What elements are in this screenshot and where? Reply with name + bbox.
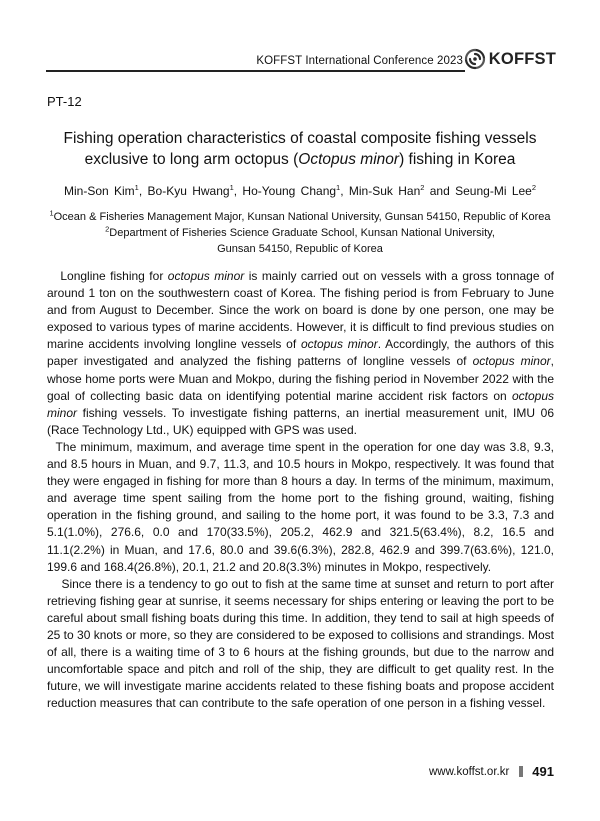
page-number: 491 bbox=[532, 764, 554, 779]
author: Bo-Kyu Hwang$^1$, bbox=[147, 183, 243, 198]
title-line-1: Fishing operation characteristics of coastal composite fishing vessels bbox=[63, 130, 537, 147]
text-run: fishing vessels. To investigate fishing patterns, an inertial measurement unit, IMU 06 (Race Technology Ltd., UK) equipped with GPS was used. bbox=[47, 405, 554, 437]
title-line-2-end: ) fishing in Korea bbox=[399, 151, 516, 168]
author: Min-Son Kim$^1$, bbox=[63, 183, 148, 198]
footer-divider bbox=[519, 766, 523, 777]
page-footer bbox=[429, 764, 554, 779]
species-term: octopus minor bbox=[167, 269, 245, 283]
koffst-spiral-icon bbox=[464, 48, 486, 70]
header-rule bbox=[46, 70, 465, 72]
species-term: octopus minor bbox=[472, 354, 551, 369]
species-term: octopus minor bbox=[300, 337, 378, 352]
author: Seung-Mi Lee$^2$ bbox=[455, 183, 537, 198]
author-list bbox=[46, 184, 554, 198]
paper-code: PT-12 bbox=[47, 94, 82, 109]
footer-url: www.koffst.or.kr bbox=[428, 765, 510, 778]
page-header bbox=[46, 44, 556, 74]
text-run: is mainly carried out on vessels with a gross tonnage of around 1 ton on the southwestern coast of Korea. The fishing period is from February to June and from August to December. Since the work on board is done by one person, one may be exposed to various types of marine accidents. However, it is difficult to find previous studies on marine accidents involving longline vessels of bbox=[47, 269, 554, 352]
affiliations bbox=[46, 209, 554, 257]
paragraph-1 bbox=[47, 268, 554, 439]
paragraph-3: Since there is a tendency to go out to fish at the same time at sunset and return to port after retrieving fishing gear at sunrise, it seems necessary for ships entering or leaving the port to be careful about small fishing boats during this time. In addition, they tend to sail at high speeds of 25 to 30 knots or more, so they are considered to be exposed to collisions and strandings. Most of all, there is a waiting time of 3 to 6 hours at the fishing grounds, but due to the narrow and uncomfortable space and pitch and roll of the ship, they are difficult to get quality rest. In the future, we will investigate marine accidents related to these fishing boats and propose accident reduction measures that can contribute to the safe operation of one person in a fishing vessel. bbox=[47, 576, 554, 711]
text-run: Longline fishing for bbox=[47, 269, 168, 283]
species-term: octopus minor bbox=[47, 388, 554, 420]
conference-name: KOFFST International Conference 2023 bbox=[256, 55, 463, 67]
affiliation-1: $^1$Ocean & Fisheries Management Major, Kunsan National University, Gunsan 54150, Republic of Korea bbox=[49, 208, 551, 223]
logo-text: KOFFST bbox=[488, 49, 556, 68]
paper-title bbox=[46, 128, 554, 170]
text-run: . Accordingly, the authors of this paper investigated and analyzed the fishing patterns of longline vessels of bbox=[47, 337, 554, 369]
author: Ho-Young Chang$^1$, bbox=[242, 183, 349, 198]
author: Min-Suk Han$^2$ and bbox=[348, 183, 456, 198]
text-run: , whose home ports were Muan and Mokpo, during the fishing period in November 2022 with the goal of collecting basic data on identifying potential marine accident risk factors on bbox=[47, 354, 554, 403]
affiliation-2: $^2$Department of Fisheries Science Graduate School, Kunsan National University, Gunsan 54150, Republic of Korea bbox=[105, 224, 495, 255]
title-line-2-start: exclusive to long arm octopus ( bbox=[84, 151, 299, 168]
abstract-body bbox=[47, 268, 554, 712]
title-species: Octopus minor bbox=[298, 151, 400, 168]
koffst-logo bbox=[464, 48, 556, 70]
paragraph-2: The minimum, maximum, and average time spent in the operation for one day was 3.8, 9.3, and 8.5 hours in Muan, and 9.7, 11.3, and 10.5 hours in Mokpo, respectively. It was found that they were engaged in fishing for more than 8 hours a day. In terms of the minimum, maximum, and average time spent sailing from the home port to the fishing ground, waiting, fishing operation in the fishing ground, and sailing to the home port, it was found to be 3.3, 7.3 and 5.1(1.0%), 276.6, 0.0 and 170(33.5%), 205.2, 462.9 and 321.5(63.4%), 8.2, 16.5 and 11.1(2.2%) in Muan, and 17.6, 80.0 and 39.6(6.3%), 282.8, 462.9 and 399.7(63.6%), 121.0, 199.6 and 168.4(26.8%), 20.1, 21.2 and 20.8(3.3%) minutes in Mokpo, respectively. bbox=[47, 439, 554, 574]
